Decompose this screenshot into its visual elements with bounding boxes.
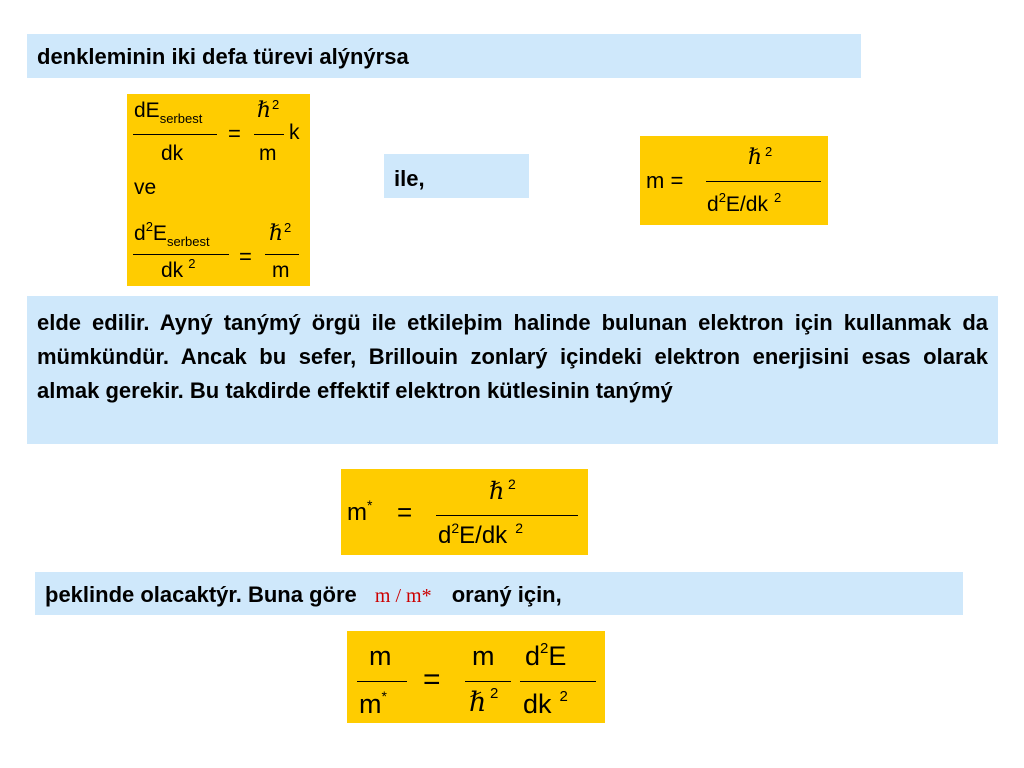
- eq4-denominator: [438, 522, 523, 550]
- eq2-equals: =: [239, 244, 252, 269]
- equation-box-derivatives: [127, 94, 310, 286]
- eq4-fraction-line: [436, 515, 578, 516]
- eq5-d-power: 2: [540, 640, 549, 657]
- eq1-sub: serbest: [159, 111, 203, 126]
- eq5-lhs-den-m: m: [359, 689, 382, 719]
- eq1-dE: dE: [134, 99, 160, 122]
- eq2-denominator: [161, 256, 196, 283]
- eq3-d: d: [707, 193, 719, 216]
- equation-box-effective-mass: [341, 469, 588, 555]
- eq3-denominator: [707, 190, 782, 217]
- eq2-d: d: [134, 222, 146, 245]
- eq5-lhs-den: [359, 689, 387, 720]
- eq1-fraction-line-right: [254, 134, 284, 135]
- eq3-hbar: ℏ: [748, 145, 763, 170]
- eq3-dk-power: 2: [773, 190, 782, 205]
- eq4-star: *: [367, 497, 373, 513]
- eq4-d: d: [438, 522, 452, 549]
- eq5-dk-power: 2: [559, 688, 568, 705]
- eq2-hbar: ℏ: [269, 221, 284, 246]
- eq2-num-power: 2: [145, 219, 153, 234]
- eq3-m: m: [646, 168, 665, 193]
- conclusion-text: [45, 582, 562, 608]
- eq2-rhs-den: m: [272, 259, 290, 282]
- equation-box-mass: [640, 136, 828, 225]
- eq4-hbar-power: 2: [508, 476, 516, 492]
- eq2-sub: serbest: [166, 234, 210, 249]
- eq2-den-power: 2: [188, 256, 196, 271]
- ratio-inline: m / m*: [374, 585, 432, 607]
- eq2-fraction-line-left: [133, 254, 229, 255]
- eq4-d-power: 2: [451, 520, 460, 536]
- eq5-right-line: [520, 681, 596, 682]
- eq3-E-dk: E/dk: [725, 193, 768, 216]
- eq5-hbar: ℏ: [469, 687, 487, 718]
- eq1-numerator: [134, 99, 203, 126]
- conclusion-after: oraný için,: [451, 582, 562, 607]
- eq3-hbar-power: 2: [765, 144, 773, 159]
- paragraph-text: elde edilir. Ayný tanýmý örgü ile etkileþim halinde bulunan elektron için kullanmak da mümkündür. Ancak bu sefer, Brillouin zonlarý içindeki elektron enerjisini esas olarak almak gerekir. Bu takdirde effektif elektron kütlesinin tanýmý: [37, 310, 988, 403]
- eq1-fraction-line-left: [133, 134, 217, 135]
- conclusion-before: þeklinde olacaktýr. Buna göre: [45, 582, 357, 607]
- ve-text: ve: [134, 176, 157, 199]
- eq3-equals: =: [670, 168, 684, 193]
- eq5-dk: dk: [523, 689, 552, 719]
- eq5-hbar-power: 2: [490, 685, 499, 702]
- eq2-power: 2: [284, 220, 292, 235]
- eq5-d: d: [525, 641, 541, 671]
- eq5-mid-num: m: [472, 641, 495, 671]
- eq4-E-dk: E/dk: [459, 522, 508, 549]
- eq5-equals: =: [423, 663, 441, 696]
- eq4-m: m: [347, 499, 367, 526]
- eq3-lhs: [646, 168, 683, 194]
- eq1-denominator: dk: [161, 142, 184, 165]
- eq5-right-num: [525, 641, 566, 672]
- eq5-lhs-line: [357, 681, 407, 682]
- eq4-dk-power: 2: [515, 520, 523, 536]
- equation-box-ratio: [347, 631, 605, 723]
- intro-text: denkleminin iki defa türevi alýnýrsa: [37, 44, 409, 69]
- eq5-mid-line: [465, 681, 511, 682]
- ile-text: ile,: [394, 166, 425, 191]
- eq2-dk: dk: [161, 259, 184, 282]
- eq1-power: 2: [272, 97, 280, 112]
- eq1-rhs-den: m: [259, 142, 277, 165]
- eq4-lhs: [347, 499, 372, 527]
- eq5-E: E: [548, 641, 567, 671]
- eq2-fraction-line-right: [265, 254, 299, 255]
- eq4-equals: =: [397, 497, 413, 527]
- eq4-hbar: ℏ: [489, 477, 505, 505]
- eq5-star: *: [381, 688, 387, 704]
- eq1-rhs-k: k: [289, 121, 300, 144]
- eq2-E: E: [152, 222, 167, 245]
- eq1-equals: =: [228, 121, 241, 146]
- eq5-lhs-num: m: [369, 641, 392, 671]
- eq3-fraction-line: [706, 181, 821, 182]
- eq2-numerator: [134, 219, 210, 249]
- eq1-hbar: ℏ: [257, 98, 272, 123]
- eq3-d-power: 2: [718, 190, 726, 205]
- eq5-right-den: [523, 689, 568, 720]
